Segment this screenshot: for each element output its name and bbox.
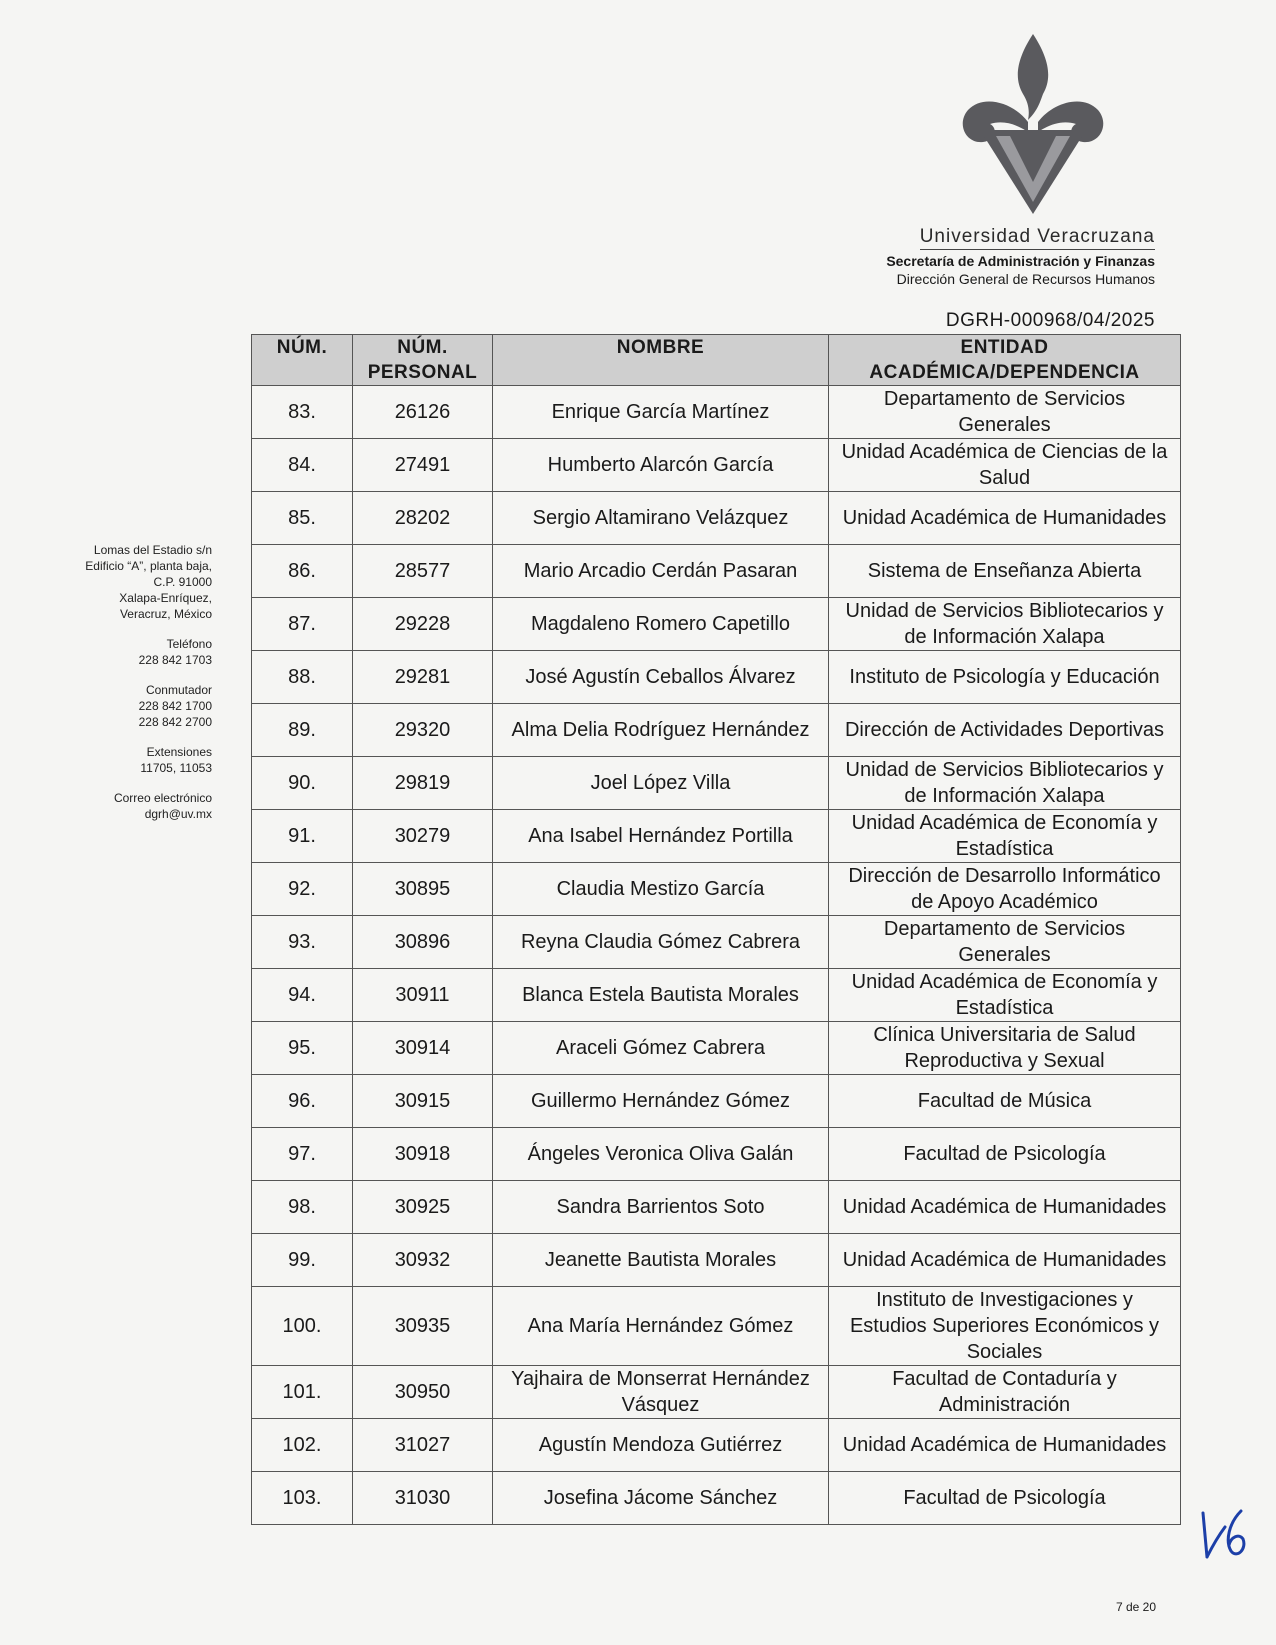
cell-entidad: Clínica Universitaria de Salud Reproductiva y Sexual bbox=[829, 1022, 1181, 1075]
cell-entidad: Unidad Académica de Economía y Estadística bbox=[829, 969, 1181, 1022]
handwritten-initials bbox=[1195, 1505, 1255, 1565]
institution-header bbox=[886, 226, 1155, 287]
table-row bbox=[252, 757, 1181, 810]
cell-nombre: Agustín Mendoza Gutiérrez bbox=[493, 1419, 829, 1472]
cell-num: 95. bbox=[252, 1022, 353, 1075]
conmutador-value: 228 842 1700 bbox=[138, 699, 212, 713]
cell-num: 103. bbox=[252, 1472, 353, 1525]
cell-nombre: Yajhaira de Monserrat Hernández Vásquez bbox=[493, 1366, 829, 1419]
page-number: 7 de 20 bbox=[1115, 1600, 1156, 1614]
cell-entidad: Facultad de Psicología bbox=[829, 1472, 1181, 1525]
cell-num-personal: 26126 bbox=[353, 386, 493, 439]
cell-num-personal: 31027 bbox=[353, 1419, 493, 1472]
cell-nombre: Ángeles Veronica Oliva Galán bbox=[493, 1128, 829, 1181]
cell-entidad: Dirección de Actividades Deportivas bbox=[829, 704, 1181, 757]
cell-entidad: Unidad Académica de Humanidades bbox=[829, 1234, 1181, 1287]
header-num: NÚM. bbox=[252, 335, 353, 386]
cell-num: 93. bbox=[252, 916, 353, 969]
address-line: Xalapa-Enríquez, bbox=[119, 591, 212, 605]
extensiones-block bbox=[40, 744, 212, 776]
cell-nombre: Reyna Claudia Gómez Cabrera bbox=[493, 916, 829, 969]
cell-nombre: Blanca Estela Bautista Morales bbox=[493, 969, 829, 1022]
table-row bbox=[252, 969, 1181, 1022]
cell-num: 89. bbox=[252, 704, 353, 757]
cell-nombre: Enrique García Martínez bbox=[493, 386, 829, 439]
cell-nombre: Josefina Jácome Sánchez bbox=[493, 1472, 829, 1525]
telefono-value: 228 842 1703 bbox=[138, 653, 212, 667]
table-row bbox=[252, 863, 1181, 916]
table-row bbox=[252, 1181, 1181, 1234]
university-logo bbox=[958, 32, 1108, 217]
cell-nombre: José Agustín Ceballos Álvarez bbox=[493, 651, 829, 704]
conmutador-label: Conmutador bbox=[145, 683, 212, 697]
cell-num: 85. bbox=[252, 492, 353, 545]
cell-num: 96. bbox=[252, 1075, 353, 1128]
cell-nombre: Claudia Mestizo García bbox=[493, 863, 829, 916]
cell-num: 102. bbox=[252, 1419, 353, 1472]
cell-num-personal: 27491 bbox=[353, 439, 493, 492]
cell-num-personal: 30896 bbox=[353, 916, 493, 969]
table-row bbox=[252, 492, 1181, 545]
cell-num-personal: 30935 bbox=[353, 1287, 493, 1366]
table-row bbox=[252, 1128, 1181, 1181]
table-row bbox=[252, 1075, 1181, 1128]
table-body bbox=[252, 386, 1181, 1525]
table-row bbox=[252, 598, 1181, 651]
header-nombre: NOMBRE bbox=[493, 335, 829, 386]
cell-num: 91. bbox=[252, 810, 353, 863]
cell-num: 84. bbox=[252, 439, 353, 492]
table-row bbox=[252, 916, 1181, 969]
cell-num: 90. bbox=[252, 757, 353, 810]
cell-num-personal: 31030 bbox=[353, 1472, 493, 1525]
extensiones-label: Extensiones bbox=[146, 745, 212, 759]
correo-label: Correo electrónico bbox=[113, 791, 212, 805]
cell-entidad: Departamento de Servicios Generales bbox=[829, 386, 1181, 439]
cell-num: 101. bbox=[252, 1366, 353, 1419]
table-row bbox=[252, 439, 1181, 492]
cell-num-personal: 30914 bbox=[353, 1022, 493, 1075]
cell-entidad: Sistema de Enseñanza Abierta bbox=[829, 545, 1181, 598]
address-line: Edificio “A”, planta baja, bbox=[85, 559, 212, 573]
extensiones-value: 11705, 11053 bbox=[140, 761, 212, 775]
cell-num-personal: 30895 bbox=[353, 863, 493, 916]
cell-nombre: Guillermo Hernández Gómez bbox=[493, 1075, 829, 1128]
cell-num-personal: 29228 bbox=[353, 598, 493, 651]
table-row bbox=[252, 1287, 1181, 1366]
cell-nombre: Sandra Barrientos Soto bbox=[493, 1181, 829, 1234]
table-row bbox=[252, 704, 1181, 757]
table-header-row bbox=[252, 335, 1181, 386]
cell-nombre: Mario Arcadio Cerdán Pasaran bbox=[493, 545, 829, 598]
telefono-block bbox=[40, 636, 212, 668]
telefono-label: Teléfono bbox=[166, 637, 212, 651]
cell-entidad: Facultad de Contaduría y Administración bbox=[829, 1366, 1181, 1419]
conmutador-value: 228 842 2700 bbox=[138, 715, 212, 729]
cell-num-personal: 29320 bbox=[353, 704, 493, 757]
table-row bbox=[252, 386, 1181, 439]
cell-nombre: Ana Isabel Hernández Portilla bbox=[493, 810, 829, 863]
conmutador-block bbox=[40, 682, 212, 730]
cell-entidad: Instituto de Investigaciones y Estudios Superiores Económicos y Sociales bbox=[829, 1287, 1181, 1366]
header-num-personal: NÚM. PERSONAL bbox=[353, 335, 493, 386]
personnel-table-wrapper bbox=[251, 334, 1181, 1525]
secretaria-name: Secretaría de Administración y Finanzas bbox=[886, 253, 1155, 269]
cell-num: 88. bbox=[252, 651, 353, 704]
university-name: Universidad Veracruzana bbox=[920, 226, 1155, 250]
cell-entidad: Unidad Académica de Humanidades bbox=[829, 1419, 1181, 1472]
cell-entidad: Departamento de Servicios Generales bbox=[829, 916, 1181, 969]
table-row bbox=[252, 1022, 1181, 1075]
contact-sidebar bbox=[40, 542, 212, 836]
cell-nombre: Alma Delia Rodríguez Hernández bbox=[493, 704, 829, 757]
cell-nombre: Jeanette Bautista Morales bbox=[493, 1234, 829, 1287]
table-row bbox=[252, 1366, 1181, 1419]
correo-value: dgrh@uv.mx bbox=[144, 807, 212, 821]
cell-nombre: Humberto Alarcón García bbox=[493, 439, 829, 492]
address-line: Lomas del Estadio s/n bbox=[93, 543, 212, 557]
cell-nombre: Araceli Gómez Cabrera bbox=[493, 1022, 829, 1075]
cell-num-personal: 30925 bbox=[353, 1181, 493, 1234]
table-row bbox=[252, 651, 1181, 704]
cell-num: 98. bbox=[252, 1181, 353, 1234]
cell-entidad: Unidad Académica de Ciencias de la Salud bbox=[829, 439, 1181, 492]
cell-num: 99. bbox=[252, 1234, 353, 1287]
cell-num-personal: 30918 bbox=[353, 1128, 493, 1181]
cell-nombre: Joel López Villa bbox=[493, 757, 829, 810]
cell-entidad: Unidad Académica de Humanidades bbox=[829, 1181, 1181, 1234]
personnel-table bbox=[251, 334, 1181, 1525]
cell-nombre: Sergio Altamirano Velázquez bbox=[493, 492, 829, 545]
cell-num-personal: 29281 bbox=[353, 651, 493, 704]
cell-num: 86. bbox=[252, 545, 353, 598]
cell-num: 92. bbox=[252, 863, 353, 916]
address-line: Veracruz, México bbox=[119, 607, 212, 621]
cell-num-personal: 30932 bbox=[353, 1234, 493, 1287]
cell-num-personal: 30915 bbox=[353, 1075, 493, 1128]
cell-num-personal: 28577 bbox=[353, 545, 493, 598]
cell-num-personal: 29819 bbox=[353, 757, 493, 810]
header-entidad: ENTIDAD ACADÉMICA/DEPENDENCIA bbox=[829, 335, 1181, 386]
cell-num: 94. bbox=[252, 969, 353, 1022]
cell-num: 83. bbox=[252, 386, 353, 439]
cell-num-personal: 28202 bbox=[353, 492, 493, 545]
cell-num: 87. bbox=[252, 598, 353, 651]
cell-num: 97. bbox=[252, 1128, 353, 1181]
cell-num: 100. bbox=[252, 1287, 353, 1366]
correo-block bbox=[40, 790, 212, 822]
cell-entidad: Unidad Académica de Humanidades bbox=[829, 492, 1181, 545]
cell-nombre: Ana María Hernández Gómez bbox=[493, 1287, 829, 1366]
address-line: C.P. 91000 bbox=[153, 575, 212, 589]
cell-entidad: Instituto de Psicología y Educación bbox=[829, 651, 1181, 704]
address-block bbox=[40, 542, 212, 622]
table-row bbox=[252, 1234, 1181, 1287]
cell-entidad: Unidad Académica de Economía y Estadística bbox=[829, 810, 1181, 863]
cell-entidad: Facultad de Música bbox=[829, 1075, 1181, 1128]
cell-nombre: Magdaleno Romero Capetillo bbox=[493, 598, 829, 651]
table-row bbox=[252, 810, 1181, 863]
direccion-name: Dirección General de Recursos Humanos bbox=[896, 271, 1155, 287]
cell-entidad: Facultad de Psicología bbox=[829, 1128, 1181, 1181]
table-row bbox=[252, 1472, 1181, 1525]
cell-entidad: Unidad de Servicios Bibliotecarios y de Información Xalapa bbox=[829, 757, 1181, 810]
cell-num-personal: 30279 bbox=[353, 810, 493, 863]
cell-num-personal: 30911 bbox=[353, 969, 493, 1022]
table-row bbox=[252, 545, 1181, 598]
document-reference: DGRH-000968/04/2025 bbox=[945, 310, 1155, 331]
cell-entidad: Unidad de Servicios Bibliotecarios y de Información Xalapa bbox=[829, 598, 1181, 651]
table-row bbox=[252, 1419, 1181, 1472]
cell-num-personal: 30950 bbox=[353, 1366, 493, 1419]
cell-entidad: Dirección de Desarrollo Informático de Apoyo Académico bbox=[829, 863, 1181, 916]
